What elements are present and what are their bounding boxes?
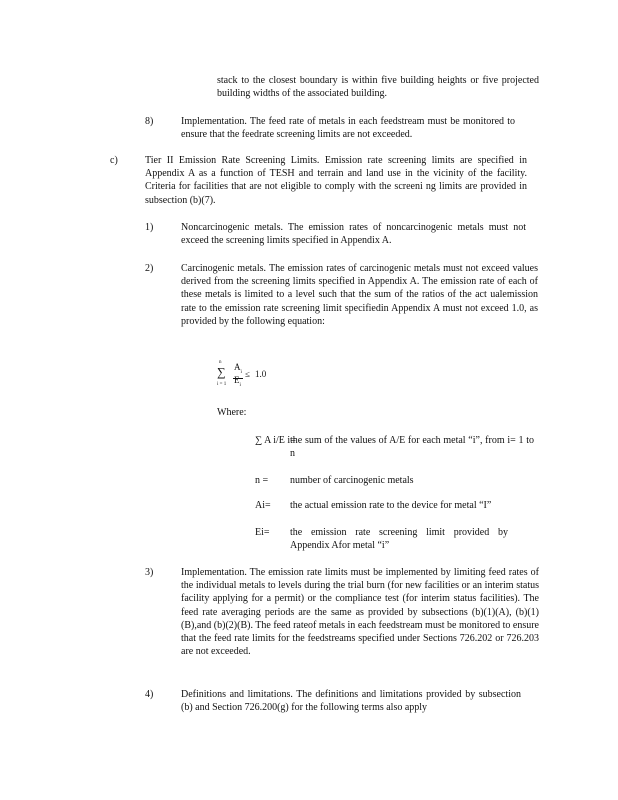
item-3-text: Implementation. The emission rate limits must be implemented by limiting feed rates of the individual metals to levels during the trial burn (for new facilities or an interim status facility applying for a permit) or the compliance test (for interim status facilities). The feed rate averaging periods are the same as provided by subsections (b)(1)(A), (b)(1)(B),and (b)(2)(B). The feed rateof metals in each feedstream must be monitored to ensure that the feed rate limits for the feedstreams specified under Sections 726.202 or 726.203 are not exceeded. xyxy=(181,567,539,658)
definition-text-sum: the sum of the values of A/E for each metal “i”, from i= 1 to n xyxy=(290,435,534,460)
definition-symbol-sum: ∑ A i/E i= xyxy=(255,435,296,446)
item-1-text: Noncarcinogenic metals. The emission rates of noncarcinogenic metals must not exceed the screening limits specified in Appendix A. xyxy=(181,222,526,247)
item-8-label: 8) xyxy=(145,116,154,127)
where-label: Where: xyxy=(217,407,247,418)
item-3-label: 3) xyxy=(145,567,154,578)
sum-lower-limit: i = 1 xyxy=(217,382,227,387)
less-equal-sign: ≤ xyxy=(245,369,250,379)
item-1-label: 1) xyxy=(145,222,154,233)
item-4-text: Definitions and limitations. The definitions and limitations provided by subsection (b) and Section 726.200(g) for the following terms also apply xyxy=(181,689,521,714)
sum-upper-limit: n xyxy=(219,360,222,365)
fraction-denominator: $E_i$ xyxy=(234,375,241,388)
summation-equation xyxy=(217,360,277,394)
item-8-text: Implementation. The feed rate of metals in each feedstream must be monitored to ensure that the feedrate screening limits are not exceeded. xyxy=(181,116,515,141)
definition-symbol-e: Ei= xyxy=(255,527,270,538)
item-2-label: 2) xyxy=(145,263,154,274)
definition-text-e: the emission rate screening limit provided by Appendix Afor metal “i” xyxy=(290,527,508,552)
fraction-numerator: $A_i$ xyxy=(233,362,243,379)
definition-symbol-a: Ai= xyxy=(255,500,271,511)
item-2-text: Carcinogenic metals. The emission rates of carcinogenic metals must not exceed values derived from the screening limits specified in Appendix A. The emission rate of each of these metals is limited to a level such that the sum of the ratios of the act ualemission rate to the emission rate screening limit specifiedin Appendix A must not exceed 1.0, as provided by the following equation: xyxy=(181,263,538,327)
definition-symbol-n: n = xyxy=(255,475,269,486)
bound-value: 1.0 xyxy=(255,369,267,379)
definition-text-n: number of carcinogenic metals xyxy=(290,475,414,486)
section-c-text: Tier II Emission Rate Screening Limits. Emission rate screening limits are specified in Appendix A as a function of TESH and terrain and land use in the vicinity of the facility. Criteria for facilities that are not eligible to comply with the screeni ng limits are provided in subsection (b)(7). xyxy=(145,155,527,206)
sigma-symbol: ∑ xyxy=(217,365,226,379)
definition-text-a: the actual emission rate to the device for metal “I” xyxy=(290,500,492,511)
section-c-label: c) xyxy=(110,155,118,166)
item-4-label: 4) xyxy=(145,689,154,700)
intro-paragraph: stack to the closest boundary is within five building heights or five projected building widths of the associated building. xyxy=(217,75,539,100)
